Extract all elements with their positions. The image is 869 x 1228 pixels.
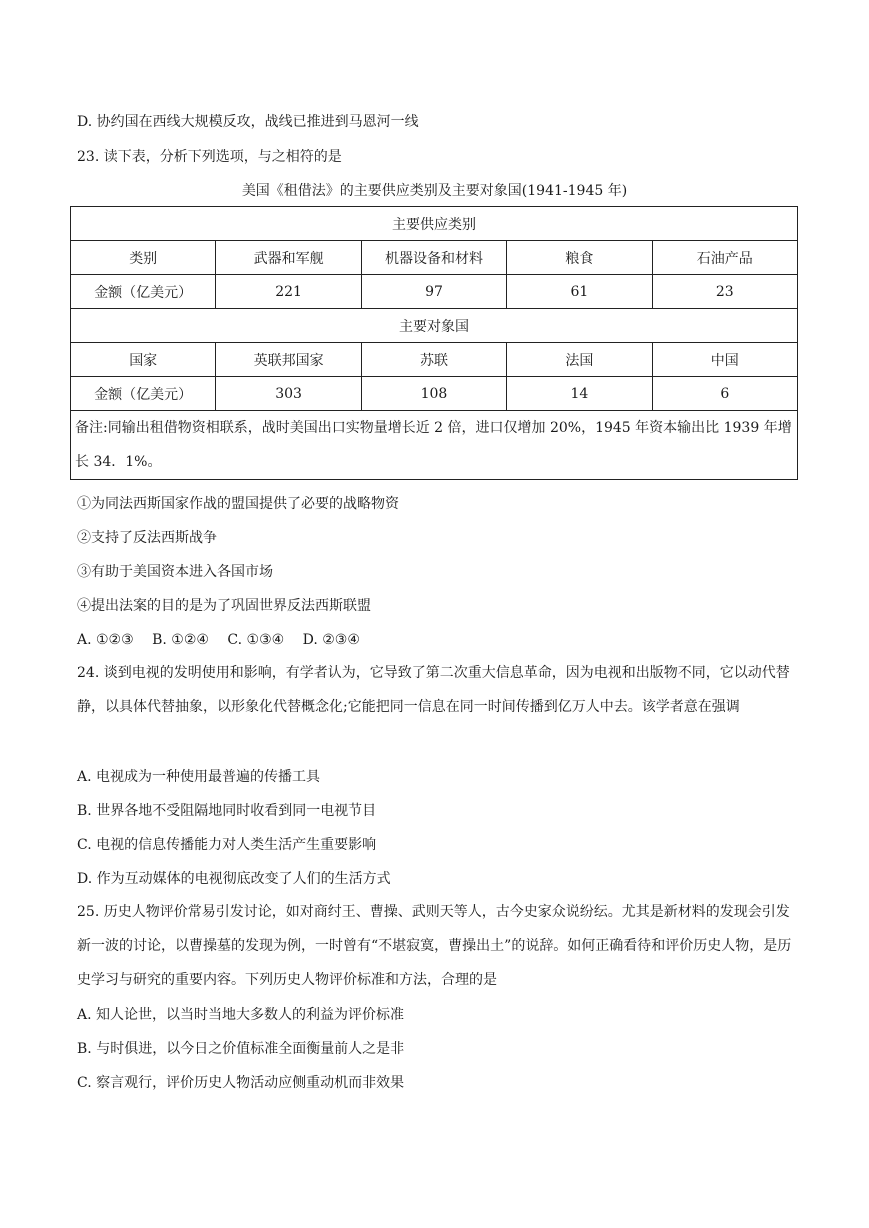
table-cell: 粮食 [507,241,652,275]
table-cell: 中国 [652,343,797,377]
table-caption: 美国《租借法》的主要供应类别及主要对象国(1941-1945 年) [241,183,628,199]
statement-1: ①为同法西斯国家作战的盟国提供了必要的战略物资 [77,496,399,512]
table-row [71,275,798,309]
table-row [71,309,798,343]
statement-2: ②支持了反法西斯战争 [77,530,217,546]
lend-lease-table [70,206,798,480]
table-cell: 61 [507,275,652,309]
table-row [71,241,798,275]
question-24-stem: 24. 谈到电视的发明使用和影响，有学者认为，它导致了第二次重大信息革命，因为电视和出版物不同，它以动代替静，以具体代替抽象，以形象化代替概念化;它能把同一信息在同一时间传播到亿万人中去。该学者意在强调 [77,665,790,715]
table-cell: 108 [361,377,506,411]
statement-4: ④提出法案的目的是为了巩固世界反法西斯联盟 [77,598,371,614]
table-cell: 法国 [507,343,652,377]
table-cell: 石油产品 [652,241,797,275]
table-row [71,377,798,411]
question-23-stem: 23. 读下表，分析下列选项，与之相符的是 [77,149,342,165]
table-cell: 14 [507,377,652,411]
table-cell: 苏联 [361,343,506,377]
table-cell: 武器和军舰 [216,241,361,275]
table-cell: 英联邦国家 [216,343,361,377]
question-24-option-b: B. 世界各地不受阻隔地同时收看到同一电视节目 [77,803,377,819]
question-25-stem: 25. 历史人物评价常易引发讨论，如对商纣王、曹操、武则天等人，古今史家众说纷纭。尤其是新材料的发现会引发新一波的讨论，以曹操墓的发现为例，一时曾有“不堪寂寞，曹操出土”的说辞。如何正确看待和评价历史人物，是历史学习与研究的重要内容。下列历史人物评价标准和方法，合理的是 [77,904,792,988]
question-23-options: A. ①②③ B. ①②④ C. ①③④ D. ②③④ [77,632,360,648]
question-25-option-b: B. 与时俱进，以今日之价值标准全面衡量前人之是非 [77,1041,405,1057]
section-title: 主要供应类别 [71,207,798,241]
table-note: 备注:同输出租借物资相联系，战时美国出口实物量增长近 2 倍，进口仅增加 20%，1945 年资本输出比 1939 年增长 34．1%。 [71,411,798,480]
question-24-option-a: A. 电视成为一种使用最普遍的传播工具 [77,769,321,785]
table-cell: 6 [652,377,797,411]
table-cell: 97 [361,275,506,309]
table-cell: 国家 [71,343,216,377]
question-24-option-c: C. 电视的信息传播能力对人类生活产生重要影响 [77,837,377,853]
table-row [71,411,798,480]
table-cell: 金额（亿美元） [71,275,216,309]
table-cell: 221 [216,275,361,309]
question-24-option-d: D. 作为互动媒体的电视彻底改变了人们的生活方式 [77,871,391,887]
table-cell: 23 [652,275,797,309]
table-row [71,343,798,377]
table-cell: 303 [216,377,361,411]
table-cell: 类别 [71,241,216,275]
table-cell: 机器设备和材料 [361,241,506,275]
table-row [71,207,798,241]
question-25-option-a: A. 知人论世，以当时当地大多数人的利益为评价标准 [77,1007,405,1023]
statement-3: ③有助于美国资本进入各国市场 [77,564,273,580]
question-25-option-c: C. 察言观行，评价历史人物活动应侧重动机而非效果 [77,1075,405,1091]
section-title: 主要对象国 [71,309,798,343]
question-22-option-d: D. 协约国在西线大规模反攻，战线已推进到马恩河一线 [77,114,419,130]
table-cell: 金额（亿美元） [71,377,216,411]
